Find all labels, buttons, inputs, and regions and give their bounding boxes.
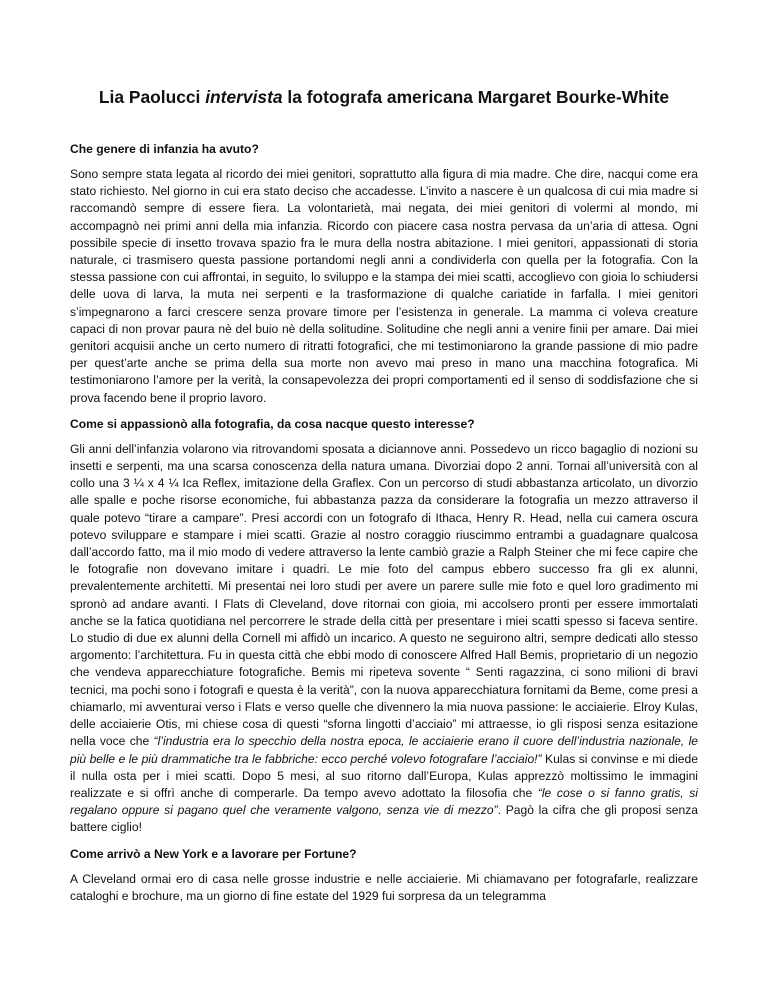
- answer-2-part-1: Gli anni dell’infanzia volarono via ritrovandomi sposata a diciannove anni. Possedevo un ricco bagaglio di nozioni su insetti e serpenti, ma una scarsa conoscenza della natura umana. Divorziai dopo 2 anni. Tornai all’università con al collo una 3 ¼ x 4 ¼ Ica Reflex, imitazione della Graflex. Con un percorso di studi abbastanza articolato, un divorzio alle spalle e poche risorse economiche, fui abbastanza pazza da considerare la fotografia un mezzo attraverso il quale potevo “tirare a campare”. Presi accordi con un fotografo di Ithaca, Henry R. Head, nella cui camera oscura potevo sviluppare e stampare i miei scatti. Grazie al nostro coraggio riuscimmo entrambi a guadagnare qualcosa dall’accordo fatto, ma il mio modo di vedere attraverso la lente cambiò grazie a Ralph Steiner che mi fece capire che le fotografie non dovevano imitare i quadri. Le mie foto del campus ebbero successo fra gli ex alunni, prevalentemente architetti. Mi presentai nei loro studi per avere un parere sulle mie foto e quel loro gradimento mi spronò ad andare avanti. I Flats di Cleveland, dove ritornai con gioia, mi accolsero pronti per essere immortalati anche se la fatica quotidiana nel percorrere le strade della città per presentare i miei scatti spesso si faceva sentire. Lo studio di due ex alunni della Cornell mi affidò un incarico. A questo ne seguirono altri, sempre dedicati allo stesso argomento: l’architettura. Fu in questa città che ebbi modo di conoscere Alfred Hall Bemis, proprietario di un negozio che vendeva apparecchiature fotografiche. Bemis mi ripeteva sovente “ Senti ragazzina, ci sono milioni di bravi tecnici, ma pochi sono i fotografi e questa è la verità”, con la nuova apparecchiatura fornitami da Beme, come presi a chiamarlo, mi avventurai verso i Flats e verso quelle che divennero la mia nuova passione: le acciaierie. Elroy Kulas, delle acciaierie Otis, mi chiese cosa di questi “sforna lingotti d’acciaio” mi attraesse, io gli risposi senza esitazione nella voce che: [70, 441, 698, 749]
- answer-3: A Cleveland ormai ero di casa nelle grosse industrie e nelle acciaierie. Mi chiamavano per fotografarle, realizzare cataloghi e brochure, ma un giorno di fine estate del 1929 fui sorpresa da un telegramma: [70, 871, 698, 903]
- document-title: [70, 0, 698, 108]
- title-italic-word: intervista: [205, 87, 283, 107]
- question-1: Che genere di infanzia ha avuto?: [70, 142, 259, 156]
- answer-2-part-2: Kulas si convinse e mi diede il nulla osta per i miei scatti. Dopo 5 mesi, al suo ritorno dall’Europa, Kulas apprezzò moltissimo le immagini realizzate e si offrì anche di comperarle. Da tempo avevo adottato la filosofia che: [70, 751, 698, 800]
- answer-2: [70, 441, 698, 837]
- question-3: Come arrivò a New York e a lavorare per Fortune?: [70, 846, 357, 861]
- title-author: Lia Paolucci: [98, 87, 206, 107]
- title-rest: la fotografa americana Margaret Bourke-White: [282, 87, 670, 107]
- question-2: Come si appassionò alla fotografia, da cosa nacque questo interesse?: [70, 416, 475, 431]
- answer-2-quote-2: “le cose o si fanno gratis, si regalano oppure si pagano quel che veramente valgono, senza vie di mezzo”: [70, 785, 698, 818]
- answer-1: Sono sempre stata legata al ricordo dei miei genitori, soprattutto alla figura di mia madre. Che dire, nacqui come era stato richiesto. Nel giorno in cui era stato deciso che accadesse. L’invito a nascere è un qualcosa di cui mia madre si raccomandò sempre di essere fiera. La volontarietà, mai negata, dei miei genitori di volermi al mondo, mi accompagnò nei primi anni della mia infanzia. Ricordo con piacere casa nostra pervasa da un’aria di attesa. Ogni possibile specie di insetto trovava spazio fra le mura della nostra abitazione. I miei genitori, appassionati di storia naturale, ci trasmisero questa passione portandomi negli anni a condividerla con quella per la fotografia. Con la stessa passione con cui affrontai, in seguito, lo sviluppo e la stampa dei miei scatti, accoglievo con gioia lo schiudersi delle uova di larva, la muta nei serpenti e la trasformazione di qualche cariatide in farfalla. I miei genitori s’impegnarono a farci crescere senza provare timore per l’esistenza in generale. La mamma ci voleva creature capaci di non provar paura nè del buio nè della solitudine. Solitudine che negli anni a venire finii per amare. Dai miei genitori acquisii anche un certo numero di ritratti fotografici, che mi testimoniarono la grande passione di mio padre per quest’arte anche se prima della sua morte non avevo mai preso in mano una macchina fotografica. Mi testimoniarono l’amore per la verità, la consapevolezza dei propri comportamenti ed il senso di soddisfazione che si prova facendo bene il proprio lavoro.: [70, 167, 698, 405]
- answer-2-part-3: . Pagò la cifra che gli proposi senza battere ciglio!: [70, 803, 699, 835]
- answer-2-quote-1: “l’industria era lo specchio della nostra epoca, le acciaierie erano il cuore dell’industria nazionale, le più belle e le più drammatiche tra le fabbriche: ecco perché volevo fotografare l’acciaio!”: [70, 734, 698, 766]
